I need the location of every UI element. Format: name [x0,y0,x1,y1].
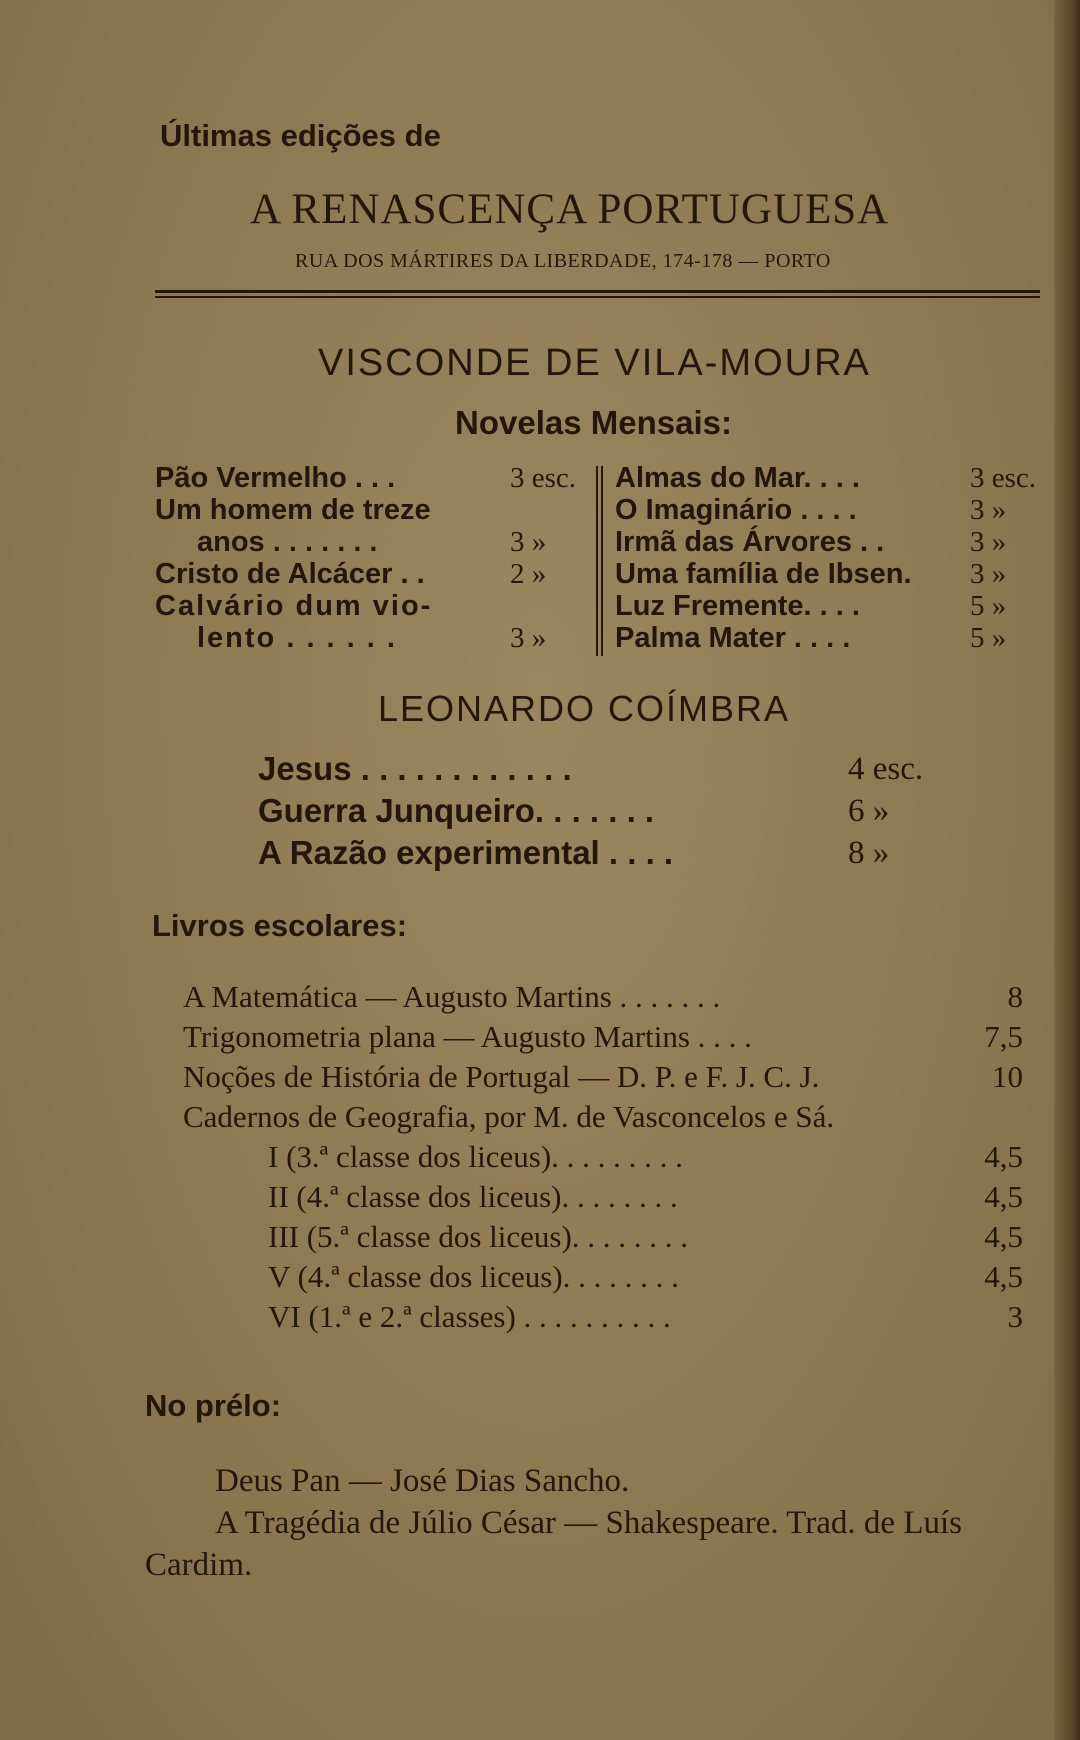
header-intro: Últimas edições de [160,118,441,153]
list-item-continuation: Cardim. [145,1547,253,1583]
list-item: III (5.ª classe dos liceus). . . . . . . . 4,5 [268,1219,1023,1254]
in-press-list [145,1460,1035,1586]
list-item: I (3.ª classe dos liceus). . . . . . . . . 4,5 [268,1139,1023,1174]
column-divider [601,466,603,656]
school-books-heading: Livros escolares: [152,908,408,943]
publisher-address: RUA DOS MÁRTIRES DA LIBERDADE, 174-178 — PORTO [295,250,831,272]
divider-rule [155,296,1040,298]
novelas-left-column [155,462,585,654]
novelas-right-column [615,462,1035,654]
author-vila-moura: VISCONDE DE VILA-MOURA [318,342,871,384]
list-item: A Tragédia de Júlio César — Shakespeare. Trad. de Luís [215,1505,962,1541]
list-item: anos . . . . . . . 3 » [197,526,547,558]
list-item: Jesus . . . . . . . . . . . . 4 esc. [258,750,924,787]
divider-rule [155,290,1040,293]
list-item: Cadernos de Geografia, por M. de Vasconcelos e Sá. [183,1099,835,1134]
column-divider [596,466,598,656]
list-item: Uma família de Ibsen. 3 » [615,558,1007,590]
author-coimbra: LEONARDO COÍMBRA [378,688,791,729]
list-item: Guerra Junqueiro. . . . . . . 6 » [258,792,890,829]
list-item: Almas do Mar. . . . 3 esc. [615,462,1037,494]
list-item: VI (1.ª e 2.ª classes) . . . . . . . . . . 3 [268,1299,1023,1334]
list-item: V (4.ª classe dos liceus). . . . . . . . 4,5 [268,1259,1023,1294]
list-item: Irmã das Árvores . . 3 » [615,526,1007,558]
in-press-heading: No prélo: [145,1388,282,1423]
list-item: Trigonometria plana — Augusto Martins . . . . 7,5 [183,1019,1023,1054]
school-books-list [183,977,1043,1337]
coimbra-works [258,748,958,874]
list-item: Luz Fremente. . . . 5 » [615,590,1007,622]
list-item: A Matemática — Augusto Martins . . . . . . . 8 [183,979,1023,1014]
list-item: Pão Vermelho . . . 3 esc. [155,462,577,494]
list-item: Um homem de treze [155,494,431,526]
series-title: Novelas Mensais: [455,404,732,441]
list-item: A Razão experimental . . . . 8 » [258,834,890,871]
list-item: Palma Mater . . . . 5 » [615,622,1007,654]
page-edge [1054,0,1080,1740]
list-item: Noções de História de Portugal — D. P. e F. J. C. J. 10 [183,1059,1023,1094]
list-item: II (4.ª classe dos liceus). . . . . . . . 4,5 [268,1179,1023,1214]
list-item: lento . . . . . . 3 » [197,622,547,654]
list-item: O Imaginário . . . . 3 » [615,494,1007,526]
publisher-name: A RENASCENÇA PORTUGUESA [250,186,890,233]
list-item: Calvário dum vio- [155,590,433,622]
list-item: Deus Pan — José Dias Sancho. [215,1463,630,1499]
list-item: Cristo de Alcácer . . 2 » [155,558,547,590]
